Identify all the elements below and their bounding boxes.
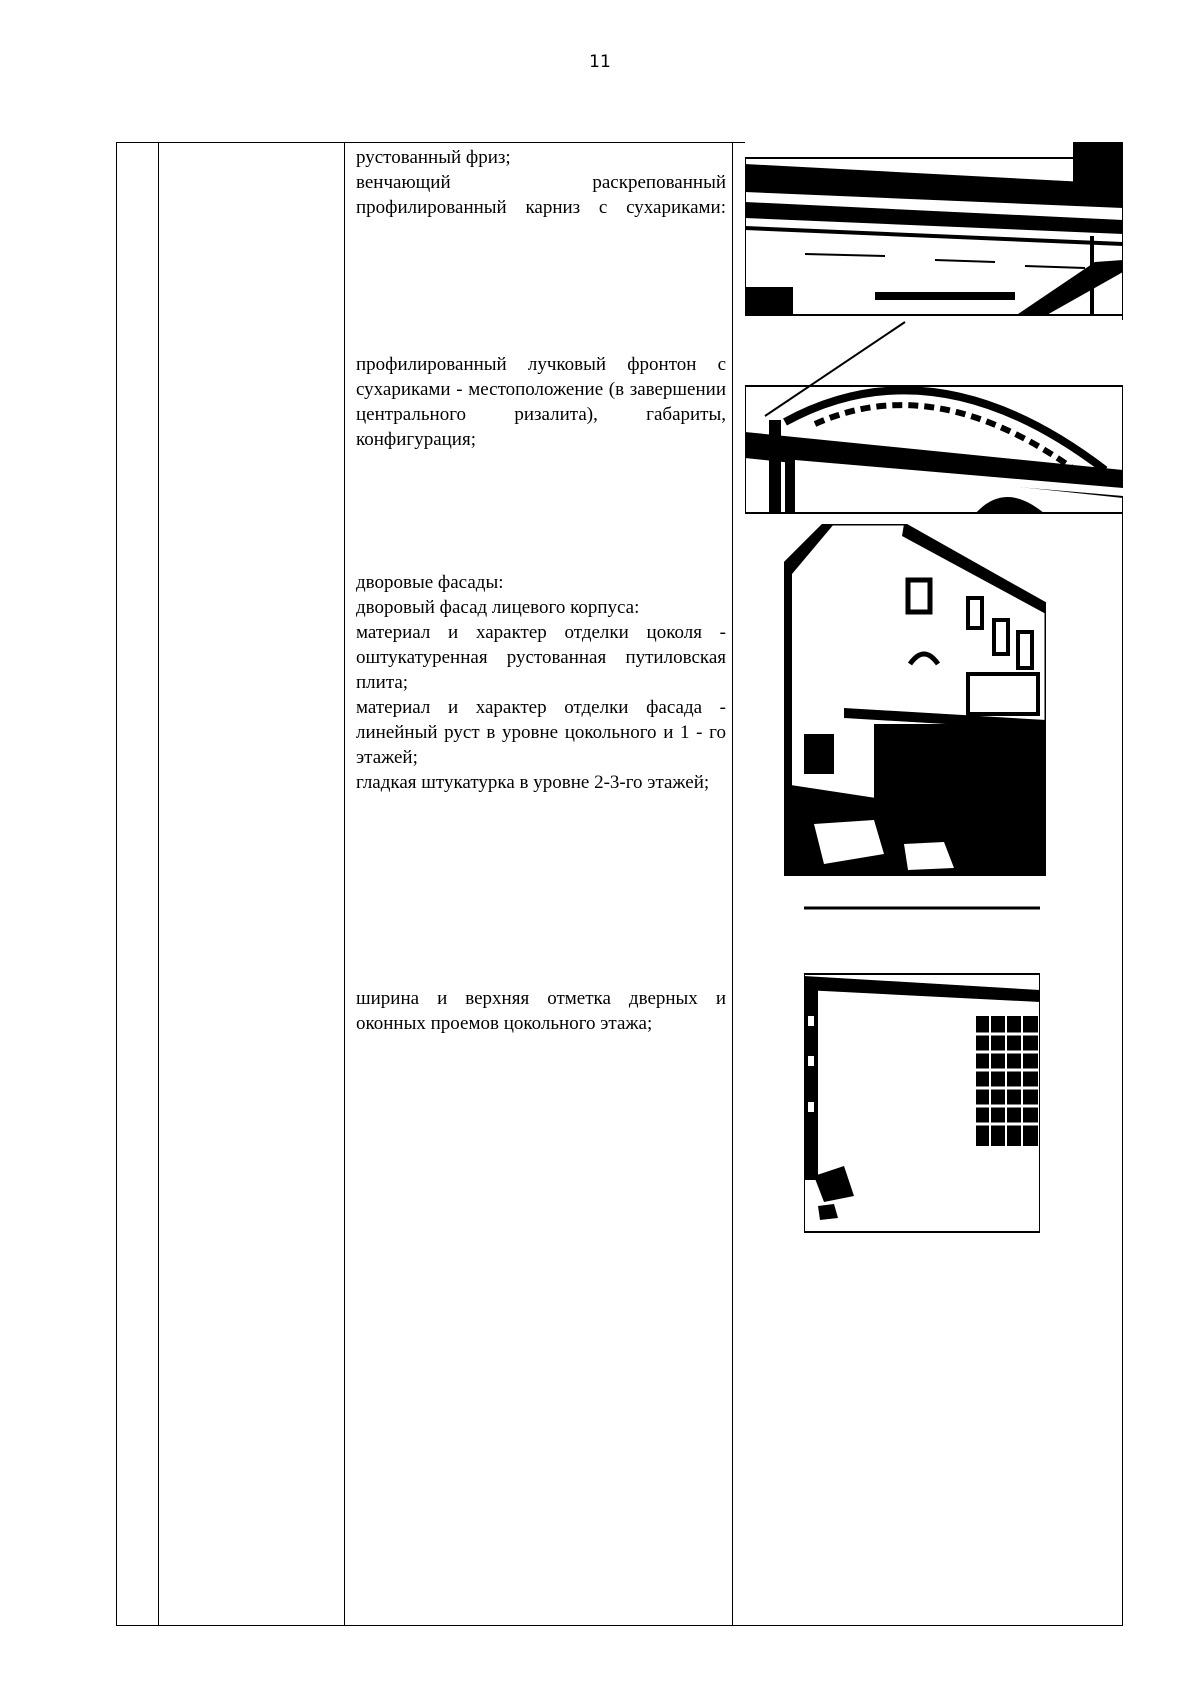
- section-frieze-cornice: [356, 145, 726, 220]
- facade-finish-line: материал и характер отделки фасада - линейный руст в уровне цокольного и 1 - го этажей;: [356, 697, 726, 768]
- smooth-plaster-line: гладкая штукатурка в уровне 2-3-го этажей;: [356, 772, 710, 793]
- section-courtyard-facades: [356, 570, 726, 795]
- frieze-line: рустованный фриз;: [356, 147, 511, 168]
- table-border-bottom: [116, 1625, 1123, 1626]
- section-pediment: [356, 352, 726, 452]
- cornice-photo-icon: [745, 142, 1123, 316]
- basement-openings-photo-icon: [804, 906, 1040, 1234]
- column-divider-3: [732, 142, 733, 1626]
- table-border-left: [116, 142, 117, 1626]
- page-number: 11: [589, 52, 611, 72]
- plinth-finish-line: материал и характер отделки цоколя - оштукатуренная рустованная путиловская плита;: [356, 622, 726, 693]
- column-divider-1: [158, 142, 159, 1626]
- cornice-line: венчающий раскрепованный профилированный карниз с сухариками:: [356, 172, 726, 218]
- document-table: [116, 142, 1123, 1626]
- pediment-line: профилированный лучковый фронтон с сухариками - местоположение (в завершении центрального ризалита), габариты, конфигурация;: [356, 354, 726, 450]
- pediment-photo-icon: [745, 320, 1123, 514]
- column-divider-2: [344, 142, 345, 1626]
- openings-line: ширина и верхняя отметка дверных и оконных проемов цокольного этажа;: [356, 988, 726, 1034]
- courtyard-subheading: дворовый фасад лицевого корпуса:: [356, 597, 640, 618]
- courtyard-heading: дворовые фасады:: [356, 572, 504, 593]
- section-openings: [356, 986, 726, 1036]
- courtyard-facade-photo-icon: [784, 524, 1046, 876]
